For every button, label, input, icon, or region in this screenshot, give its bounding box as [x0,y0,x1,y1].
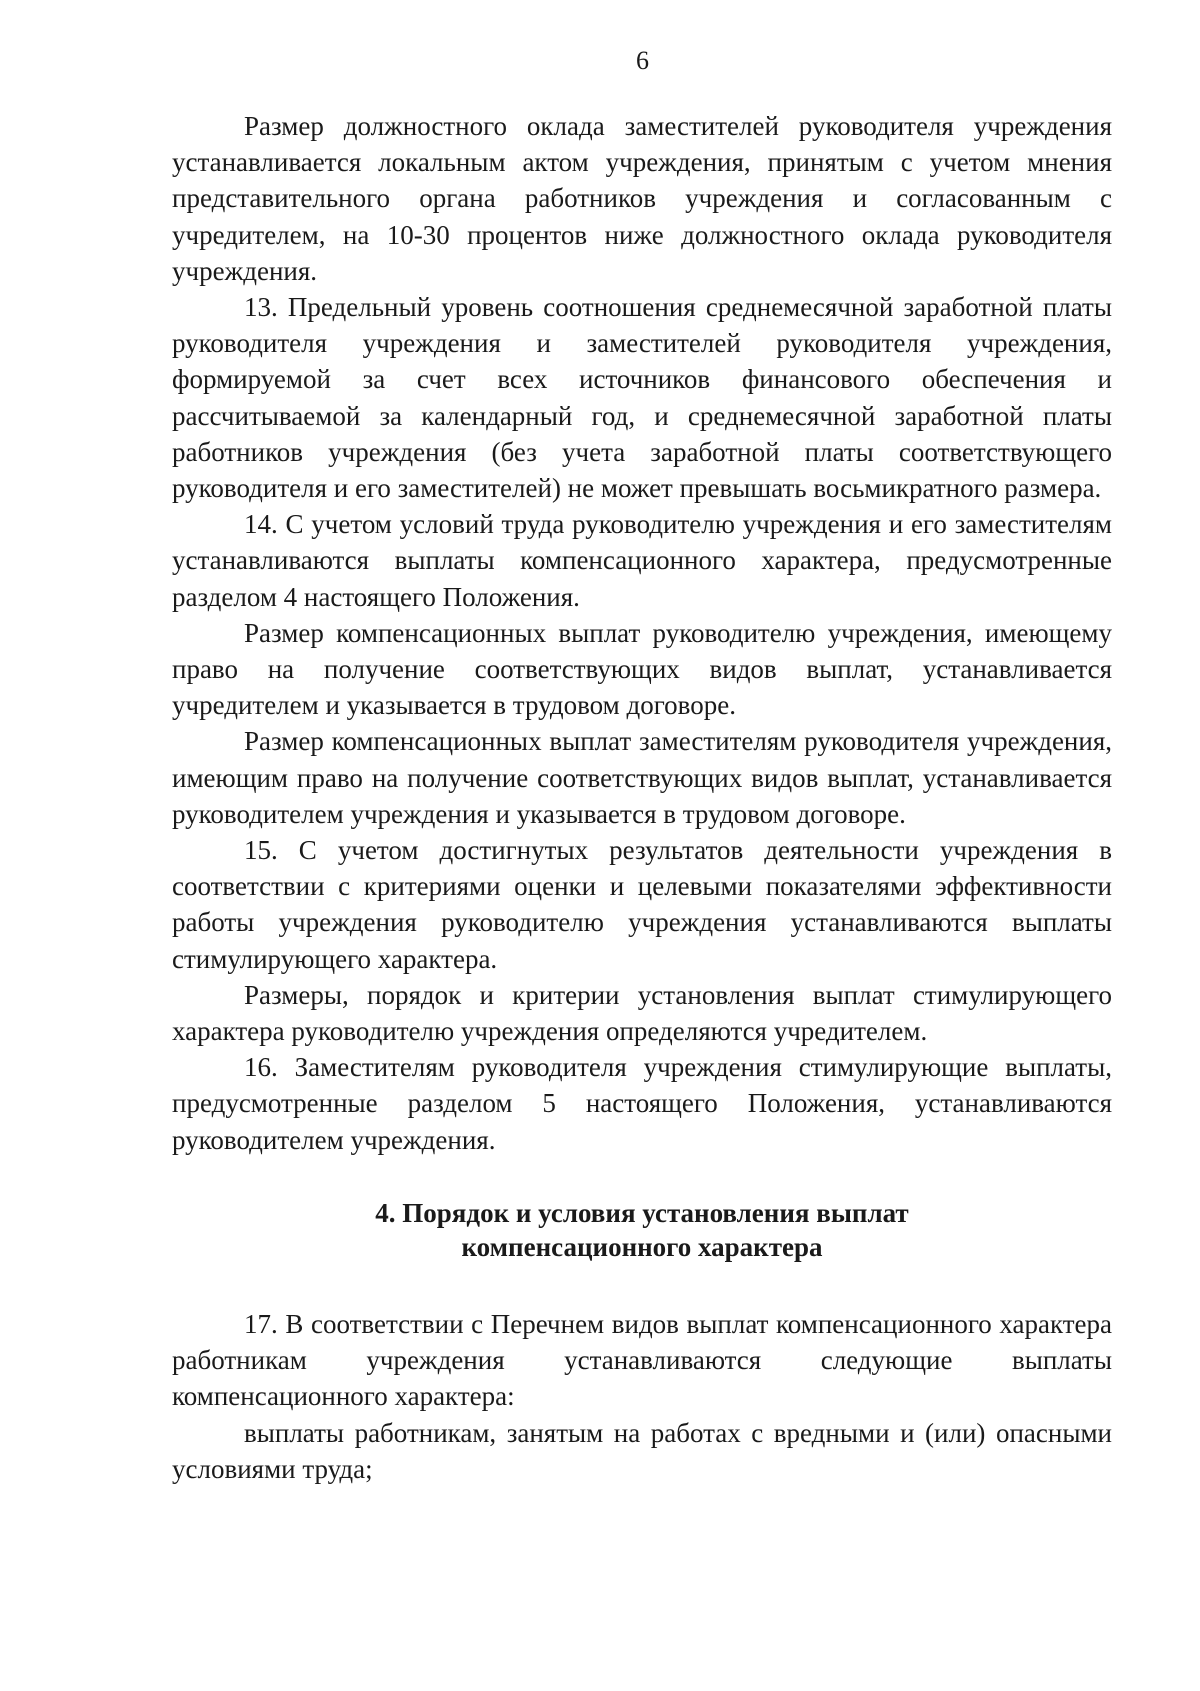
page-number: 6 [636,46,649,75]
section-heading-line: 4. Порядок и условия установления выплат [375,1197,909,1228]
paragraph: выплаты работникам, занятым на работах с вредными и (или) опасными условиями труда; [172,1417,1112,1484]
section-heading-line: компенсационного характера [461,1231,823,1262]
section-heading [172,1196,1112,1264]
paragraph: 13. Предельный уровень соотношения среднемесячной заработной платы руководителя учреждения и заместителей руководителя учреждения, формируемой за счет всех источников финансового обеспечения и рассчитываемой за календарный год, и среднемесячной заработной платы работников учреждения (без учета заработной платы соответствующего руководителя и его заместителей) не может превышать восьмикратного размера. [172,292,1112,504]
paragraph: Размеры, порядок и критерии установления выплат стимулирующего характера руководителю учреждения определяются учредителем. [172,979,1112,1047]
paragraph: 17. В соответствии с Перечнем видов выплат компенсационного характера работникам учреждения устанавливаются следующие выплаты компенсационного характера: [172,1308,1112,1412]
paragraph: Размер компенсационных выплат руководителю учреждения, имеющему право на получение соответствующих видов выплат, устанавливается учредителем и указывается в трудовом договоре. [172,617,1112,721]
paragraph: Размер должностного оклада заместителей руководителя учреждения устанавливается локальным актом учреждения, принятым с учетом мнения представительного органа работников учреждения и согласованным с учредителем, на 10-30 процентов ниже должностного оклада руководителя учреждения. [172,111,1112,286]
document-body [172,108,1112,1487]
paragraph: 15. С учетом достигнутых результатов деятельности учреждения в соответствии с критериями оценки и целевыми показателями эффективности работы учреждения руководителю учреждения устанавливаются выплаты стимулирующего характера. [172,835,1112,974]
paragraph: 14. С учетом условий труда руководителю учреждения и его заместителям устанавливаются выплаты компенсационного характера, предусмотренные разделом 4 настоящего Положения. [172,509,1112,612]
paragraph: 16. Заместителям руководителя учреждения стимулирующие выплаты, предусмотренные разделом 5 настоящего Положения, устанавливаются руководителем учреждения. [172,1052,1112,1155]
paragraph: Размер компенсационных выплат заместителям руководителя учреждения, имеющим право на получение соответствующих видов выплат, устанавливается руководителем учреждения и указывается в трудовом договоре. [172,726,1112,829]
